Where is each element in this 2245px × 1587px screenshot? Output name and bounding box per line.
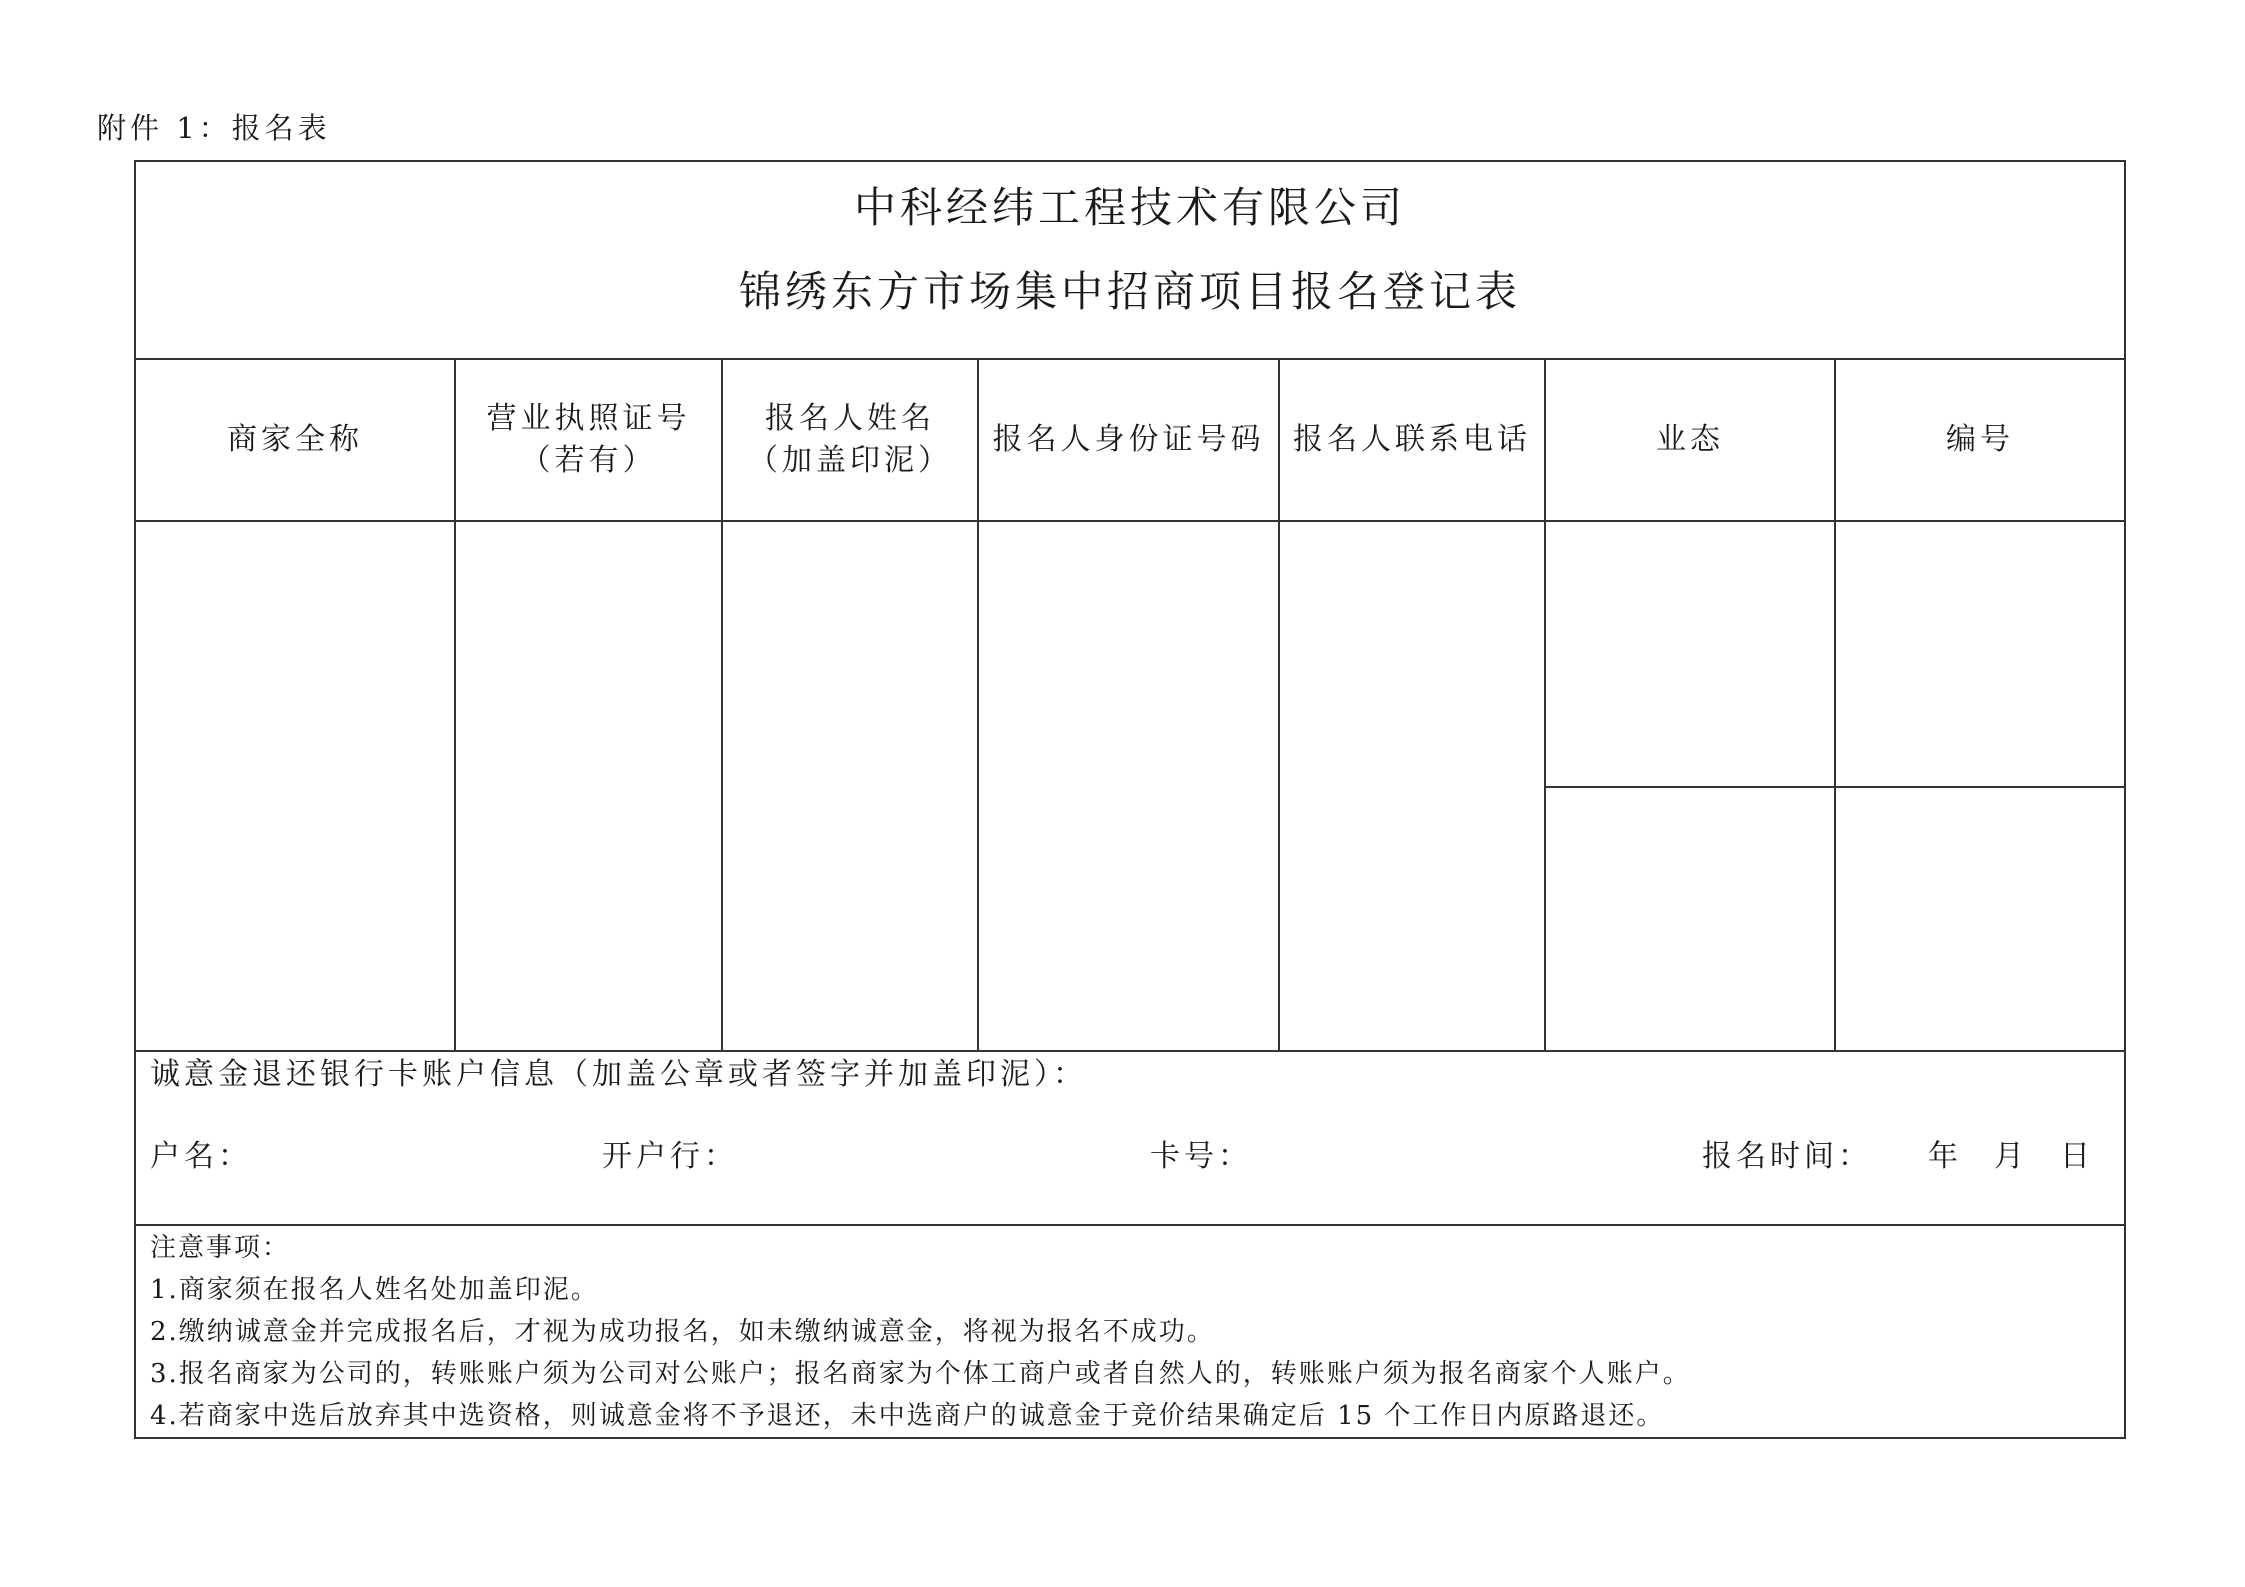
col-header-id-number: [979, 360, 1278, 520]
cell-business-type-1[interactable]: [1546, 522, 1834, 786]
cell-id-number[interactable]: [979, 522, 1278, 1050]
note-item-3: 3.报名商家为公司的，转账账户须为公司对公账户；报名商家为个体工商户或者自然人的，转账账户须为报名商家个人账户。: [150, 1359, 1691, 1389]
col-header-text: 报名人身份证号码: [992, 422, 1265, 457]
col-header-text: 商家全称: [227, 422, 363, 457]
bank-info-heading: 诚意金退还银行卡账户信息（加盖公章或者签字并加盖印泥）：: [150, 1057, 1087, 1092]
col-header-phone: [1280, 360, 1544, 520]
cell-applicant-name[interactable]: [723, 522, 977, 1050]
company-title: 中科经纬工程技术有限公司: [853, 183, 1406, 232]
col-header-subtext: （加盖印泥）: [748, 443, 952, 478]
rule-bank-bottom: [136, 1224, 2124, 1226]
card-number-label: 卡号：: [1150, 1139, 1252, 1174]
signup-day-label: 日: [2060, 1139, 2094, 1174]
form-title: 锦绣东方市场集中招商项目报名登记表: [738, 267, 1521, 316]
col-header-number: [1836, 360, 2124, 520]
registration-form: [134, 160, 2126, 1439]
cell-number-1[interactable]: [1836, 522, 2124, 786]
col-header-text: 报名人联系电话: [1293, 422, 1531, 457]
col-header-text: 编号: [1946, 422, 2014, 457]
col-header-text: 报名人姓名: [765, 401, 935, 436]
attachment-label: 附件 1：报名表: [97, 111, 331, 145]
col-header-merchant-name: [136, 360, 454, 520]
rule-table-bottom: [136, 1050, 2124, 1052]
cell-license-number[interactable]: [456, 522, 721, 1050]
cell-number-2[interactable]: [1836, 788, 2124, 1050]
account-name-label: 户名：: [150, 1139, 252, 1174]
note-item-2: 2.缴纳诚意金并完成报名后，才视为成功报名，如未缴纳诚意金，将视为报名不成功。: [150, 1317, 1215, 1347]
cell-phone[interactable]: [1280, 522, 1544, 1050]
col-header-subtext: （若有）: [520, 443, 657, 478]
col-header-text: 业态: [1656, 422, 1724, 457]
cell-business-type-2[interactable]: [1546, 788, 1834, 1050]
signup-month-label: 月: [1994, 1139, 2028, 1174]
col-header-text: 营业执照证号: [486, 401, 691, 436]
col-header-applicant-name: [723, 360, 977, 520]
signup-year-label: 年: [1928, 1139, 1962, 1174]
col-header-license-number: [456, 360, 721, 520]
bank-name-label: 开户行：: [602, 1139, 738, 1174]
col-header-business-type: [1546, 360, 1834, 520]
notes-heading: 注意事项：: [150, 1233, 291, 1263]
signup-time-label: 报名时间：: [1702, 1139, 1872, 1174]
note-item-1: 1.商家须在报名人姓名处加盖印泥。: [150, 1275, 599, 1305]
note-item-4: 4.若商家中选后放弃其中选资格，则诚意金将不予退还，未中选商户的诚意金于竞价结果确定后 15 个工作日内原路退还。: [150, 1401, 1665, 1431]
cell-merchant-name[interactable]: [136, 522, 454, 1050]
